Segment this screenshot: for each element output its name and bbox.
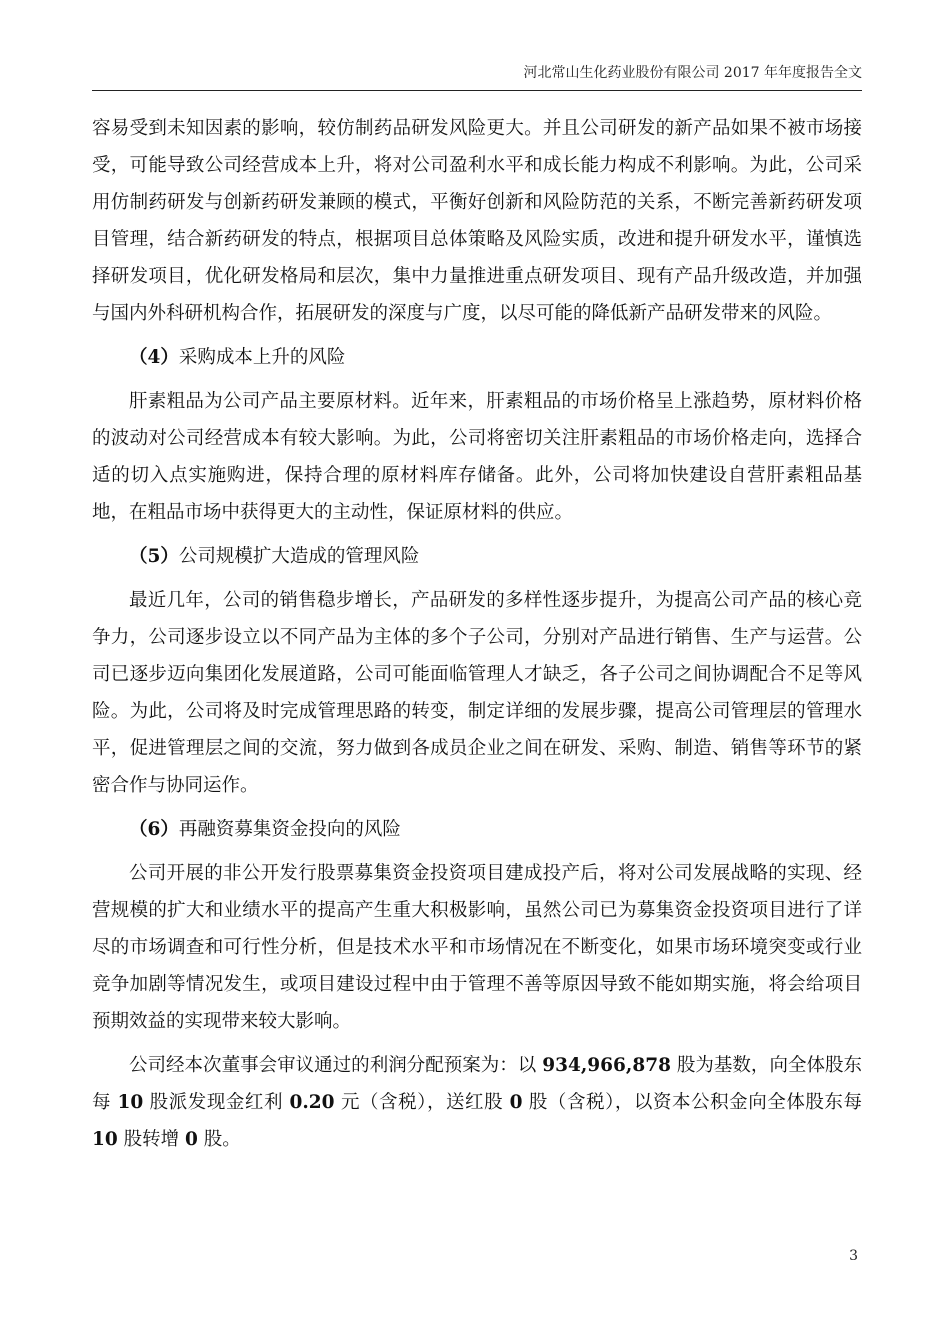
dividend-cash-amount: 0.20 [289,1092,335,1113]
section-heading-refinancing-risk [92,811,862,848]
section-title: 采购成本上升的风险 [178,347,346,368]
section-number: （5） [129,546,179,567]
paragraph-dividend-plan [92,1047,862,1158]
dividend-text: 股。 [197,1129,241,1150]
dividend-per-shares: 10 [117,1092,144,1113]
section-number: （6） [129,819,179,840]
page-header [92,64,862,91]
report-title: 河北常山生化药业股份有限公司 2017 年年度报告全文 [523,65,862,81]
dividend-text: 元（含税），送红股 [334,1092,510,1113]
paragraph-rd-risk-continued: 容易受到未知因素的影响，较仿制药品研发风险更大。并且公司研发的新产品如果不被市场接受，可能导致公司经营成本上升，将对公司盈利水平和成长能力构成不利影响。为此，公司采用仿制药研发与创新药研发兼顾的模式，平衡好创新和风险防范的关系，不断完善新药研发项目管理，结合新药研发的特点，根据项目总体策略及风险实质，改进和提升研发水平，谨慎选择研发项目，优化研发格局和层次，集中力量推进重点研发项目、现有产品升级改造，并加强与国内外科研机构合作，拓展研发的深度与广度，以尽可能的降低新产品研发带来的风险。 [92,118,862,324]
dividend-text: 公司经本次董事会审议通过的利润分配预案为：以 [129,1055,543,1076]
dividend-share-base: 934,966,878 [542,1055,671,1076]
paragraph-management-risk: 最近几年，公司的销售稳步增长，产品研发的多样性逐步提升，为提高公司产品的核心竞争力，公司逐步设立以不同产品为主体的多个子公司，分别对产品进行销售、生产与运营。公司已逐步迈向集团化发展道路，公司可能面临管理人才缺乏，各子公司之间协调配合不足等风险。为此，公司将及时完成管理思路的转变，制定详细的发展步骤，提高公司管理层的管理水平，促进管理层之间的交流，努力做到各成员企业之间在研发、采购、制造、销售等环节的紧密合作与协同运作。 [92,590,862,796]
section-title: 公司规模扩大造成的管理风险 [178,546,420,567]
report-body [92,110,862,1165]
section-title: 再融资募集资金投向的风险 [178,819,401,840]
paragraph-procurement-cost-risk: 肝素粗品为公司产品主要原材料。近年来，肝素粗品的市场价格呈上涨趋势，原材料价格的波动对公司经营成本有较大影响。为此，公司将密切关注肝素粗品的市场价格走向，选择合适的切入点实施购进，保持合理的原材料库存储备。此外，公司将加快建设自营肝素粗品基地，在粗品市场中获得更大的主动性，保证原材料的供应。 [92,391,862,523]
section-number: （4） [129,347,179,368]
dividend-per-shares-transfer: 10 [92,1129,118,1150]
section-heading-management-risk [92,538,862,575]
dividend-transfer-shares: 0 [185,1129,198,1150]
dividend-bonus-shares: 0 [509,1092,523,1113]
paragraph-refinancing-risk: 公司开展的非公开发行股票募集资金投资项目建成投产后，将对公司发展战略的实现、经营规模的扩大和业绩水平的提高产生重大积极影响，虽然公司已为募集资金投资项目进行了详尽的市场调查和可行性分析，但是技术水平和市场情况在不断变化，如果市场环境突变或行业竞争加剧等情况发生，或项目建设过程中由于管理不善等原因导致不能如期实施，将会给项目预期效益的实现带来较大影响。 [92,863,862,1032]
section-heading-procurement-cost-risk [92,339,862,376]
page-number: 3 [849,1248,858,1264]
dividend-text: 股（含税），以资本公积金向全体股东每 [522,1092,862,1113]
dividend-text: 股派发现金红利 [143,1092,290,1113]
dividend-text: 股为基数，向全体股东每 [92,1055,862,1113]
dividend-text: 股转增 [117,1129,186,1150]
